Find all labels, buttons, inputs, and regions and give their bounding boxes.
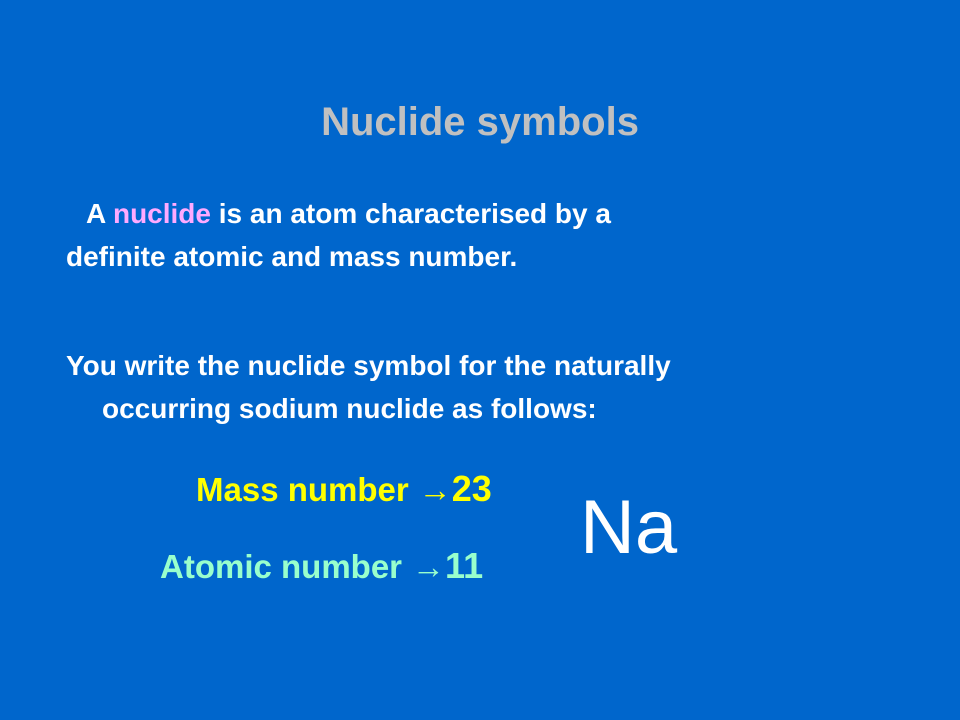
mass-number-label: Mass number xyxy=(196,471,409,508)
element-symbol: Na xyxy=(580,485,678,570)
definition-line-1 xyxy=(66,192,906,235)
atomic-number-label: Atomic number xyxy=(160,548,403,585)
mass-number-value: 23 xyxy=(451,468,492,509)
atomic-number-value: 11 xyxy=(445,545,484,586)
instruction-line-2: occurring sodium nuclide as follows: xyxy=(102,393,597,424)
nuclide-definition xyxy=(66,192,906,278)
definition-post: is an atom characterised by a xyxy=(210,198,611,229)
definition-pre: A xyxy=(86,198,113,229)
mass-number-annotation xyxy=(196,468,492,510)
definition-line-2: definite atomic and mass number. xyxy=(66,241,518,272)
symbol-instruction xyxy=(66,344,906,430)
atomic-number-annotation xyxy=(160,545,483,587)
instruction-line-1: You write the nuclide symbol for the naturally xyxy=(66,350,671,381)
nuclide-term: nuclide xyxy=(112,198,211,229)
slide-title: Nuclide symbols xyxy=(321,100,639,144)
arrow-right-icon: → xyxy=(418,471,452,508)
arrow-right-icon: → xyxy=(412,548,446,585)
